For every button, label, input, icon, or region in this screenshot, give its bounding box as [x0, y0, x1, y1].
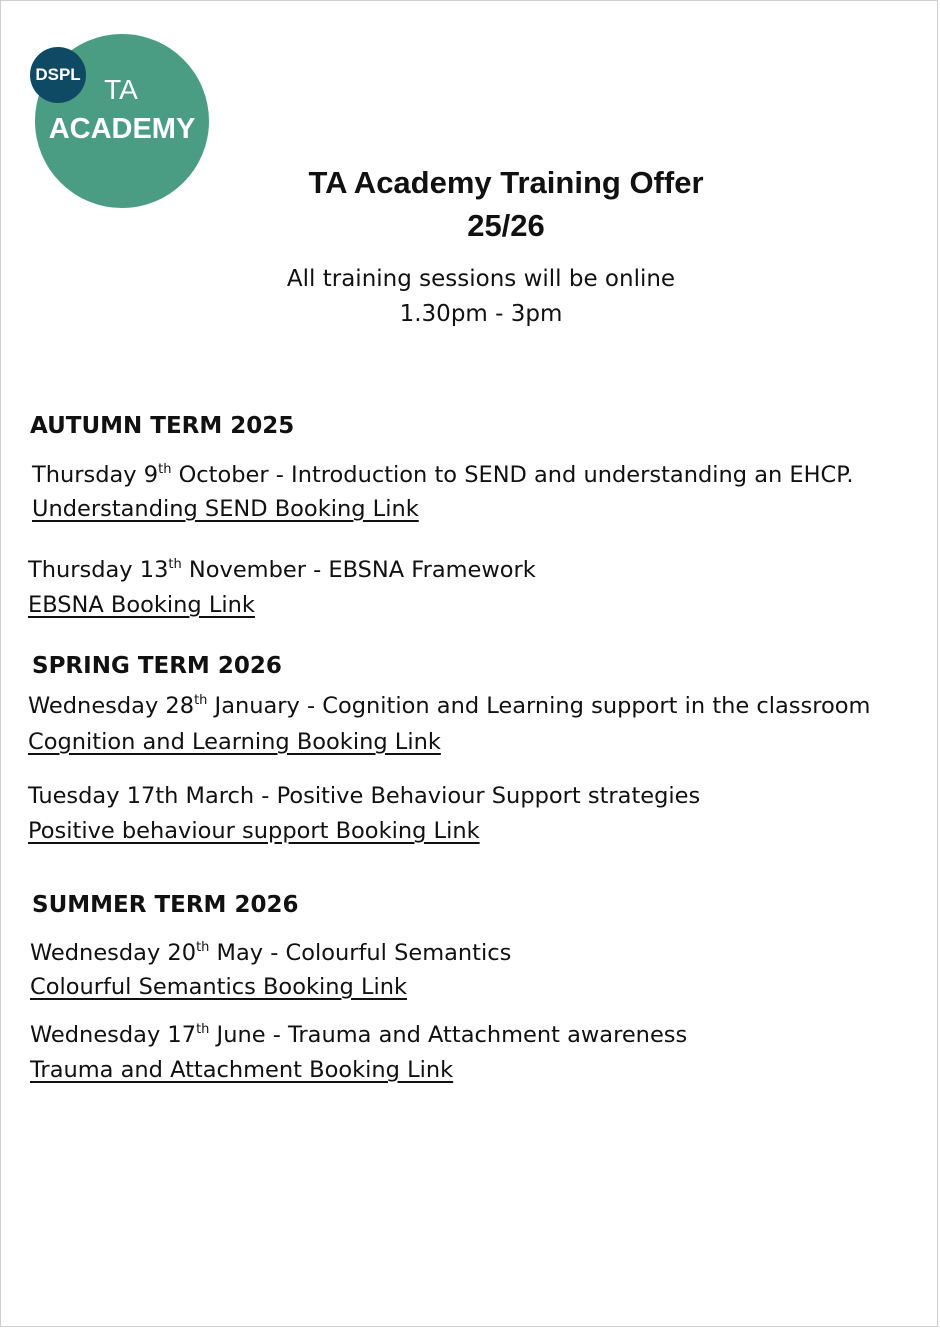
ebsna-booking-link[interactable]: EBSNA Booking Link — [28, 592, 255, 618]
logo-text-ta: TA — [104, 74, 138, 105]
session-title: June - Trauma and Attachment awareness — [209, 1022, 688, 1048]
session-title: October - Introduction to SEND and understanding an EHCP. — [171, 462, 854, 488]
trauma-attachment-booking-link[interactable]: Trauma and Attachment Booking Link — [30, 1057, 454, 1083]
session-ebsna — [28, 556, 536, 584]
summer-term-heading: SUMMER TERM 2026 — [32, 892, 299, 918]
session-title: January - Cognition and Learning support in the classroom — [207, 693, 871, 719]
session-time: 1.30pm - 3pm — [399, 301, 563, 327]
autumn-term-heading: AUTUMN TERM 2025 — [30, 413, 295, 439]
spring-term-heading: SPRING TERM 2026 — [32, 653, 282, 679]
positive-behaviour-booking-link[interactable]: Positive behaviour support Booking Link — [28, 818, 480, 844]
understanding-send-booking-link[interactable]: Understanding SEND Booking Link — [32, 496, 419, 522]
session-date: Wednesday 20 — [30, 940, 197, 966]
session-title: November - EBSNA Framework — [181, 557, 536, 583]
dspl-badge — [30, 47, 86, 103]
cognition-learning-booking-link[interactable]: Cognition and Learning Booking Link — [28, 729, 441, 755]
session-date: Wednesday 28 — [28, 693, 195, 719]
session-date: Thursday 9 — [32, 462, 159, 488]
session-cognition — [28, 692, 870, 720]
logo-text-academy: ACADEMY — [48, 113, 196, 145]
ordinal-suffix: th — [194, 693, 208, 708]
ordinal-suffix: th — [196, 940, 210, 955]
session-trauma-attachment — [30, 1021, 687, 1049]
session-date: Thursday 13 — [28, 557, 169, 583]
session-title: May - Colourful Semantics — [209, 940, 512, 966]
online-info: All training sessions will be online — [286, 266, 676, 292]
page-title: TA Academy Training Offer — [308, 165, 704, 200]
dspl-badge-text: DSPL — [35, 65, 81, 84]
session-send — [32, 461, 853, 489]
ordinal-suffix: th — [168, 557, 182, 572]
session-date: Wednesday 17 — [30, 1022, 197, 1048]
page-title-year: 25/26 — [467, 208, 545, 243]
session-colourful-semantics — [30, 939, 511, 967]
ordinal-suffix: th — [196, 1022, 210, 1037]
ordinal-suffix: th — [158, 462, 172, 477]
colourful-semantics-booking-link[interactable]: Colourful Semantics Booking Link — [30, 974, 408, 1000]
session-positive-behaviour: Tuesday 17th March - Positive Behaviour Support strategies — [28, 783, 701, 809]
